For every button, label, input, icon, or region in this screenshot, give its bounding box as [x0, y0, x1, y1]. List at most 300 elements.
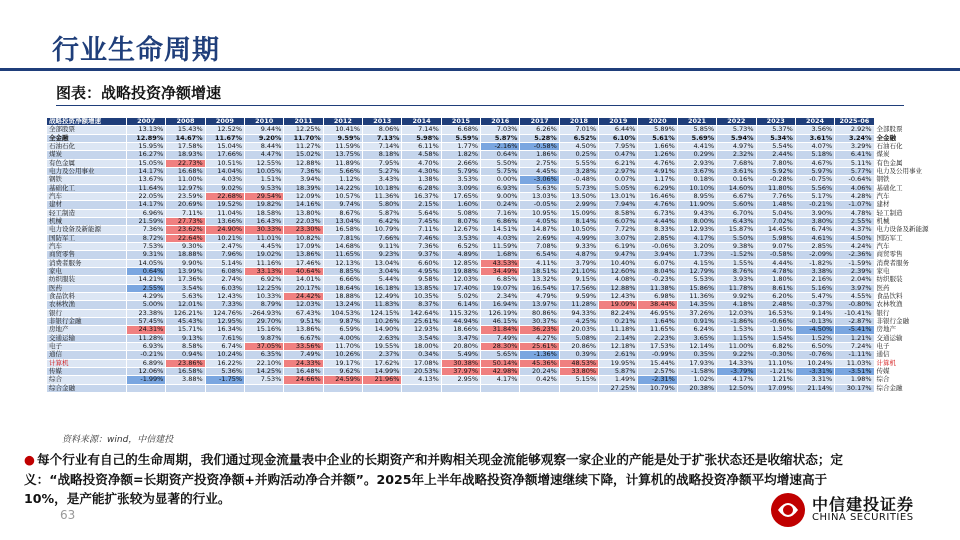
industry-name-cell-right: 银行 — [874, 309, 913, 317]
growth-value-cell: 5.11% — [835, 159, 874, 167]
growth-value-cell: -0.37% — [795, 301, 834, 309]
growth-value-cell: 17.58% — [166, 142, 205, 150]
growth-value-cell: 14.25% — [245, 367, 284, 375]
growth-value-cell: 45.43% — [166, 317, 205, 325]
growth-value-cell: 13.75% — [323, 151, 362, 159]
industry-name-cell-right: 电力及公用事业 — [874, 167, 913, 175]
growth-value-cell: 12.25% — [245, 284, 284, 292]
industry-name-cell: 国防军工 — [47, 234, 127, 242]
growth-value-cell: 0.64% — [127, 267, 166, 275]
growth-value-cell: 6.52% — [559, 134, 598, 142]
growth-value-cell: 5.08% — [559, 334, 598, 342]
growth-value-cell: 6.14% — [441, 301, 480, 309]
growth-value-cell: 5.92% — [756, 167, 795, 175]
growth-value-cell: 4.29% — [127, 292, 166, 300]
growth-value-cell: 7.81% — [323, 234, 362, 242]
growth-value-cell: 4.17% — [677, 234, 716, 242]
page-number: 63 — [60, 508, 76, 522]
growth-value-cell: 124.15% — [363, 309, 402, 317]
growth-value-cell: 7.53% — [127, 242, 166, 250]
growth-value-cell: 17.65% — [441, 192, 480, 200]
growth-value-cell: 14.87% — [520, 226, 559, 234]
growth-value-cell: 4.05% — [520, 217, 559, 225]
growth-value-cell: 11.64% — [127, 184, 166, 192]
growth-value-cell: 5.87% — [599, 367, 638, 375]
growth-value-cell: 12.88% — [284, 159, 323, 167]
growth-value-cell: 6.59% — [323, 326, 362, 334]
growth-value-cell: 15.09% — [559, 209, 598, 217]
growth-value-cell: 2.75% — [520, 159, 559, 167]
growth-value-cell: 3.61% — [795, 134, 834, 142]
growth-value-cell: 11.90% — [677, 201, 716, 209]
growth-value-cell: 0.29% — [677, 151, 716, 159]
growth-value-cell: 46.95% — [638, 309, 677, 317]
growth-value-cell: 6.60% — [402, 259, 441, 267]
growth-value-cell: 3.56% — [795, 126, 834, 134]
industry-name-cell-right: 国防军工 — [874, 234, 913, 242]
growth-value-cell: 14.68% — [323, 242, 362, 250]
growth-value-cell: 14.51% — [481, 226, 520, 234]
growth-value-cell: 22.64% — [166, 234, 205, 242]
growth-value-cell: 7.95% — [363, 159, 402, 167]
growth-value-cell: 4.87% — [559, 251, 598, 259]
logo-mark-icon — [768, 490, 808, 530]
growth-value-cell: 33.13% — [245, 267, 284, 275]
growth-value-cell: 7.61% — [205, 334, 244, 342]
growth-value-cell: 24.59% — [323, 376, 362, 384]
growth-value-cell: 2.15% — [402, 201, 441, 209]
growth-value-cell: 14.67% — [166, 134, 205, 142]
growth-value-cell: 9.31% — [127, 251, 166, 259]
growth-value-cell: 20.80% — [441, 342, 480, 350]
industry-name-cell-right: 交通运输 — [874, 334, 913, 342]
industry-name-cell-right: 建材 — [874, 201, 913, 209]
growth-value-cell: 13.67% — [127, 176, 166, 184]
growth-value-cell: 12.13% — [323, 259, 362, 267]
growth-value-cell: 28.30% — [481, 342, 520, 350]
growth-value-cell: 2.14% — [599, 334, 638, 342]
growth-value-cell: 3.29% — [835, 142, 874, 150]
growth-value-cell: 22.05% — [127, 192, 166, 200]
growth-value-cell: 9.15% — [559, 276, 598, 284]
growth-value-cell: -1.07% — [835, 201, 874, 209]
growth-value-cell: 11.36% — [677, 292, 716, 300]
growth-value-cell — [363, 384, 402, 392]
growth-value-cell — [166, 384, 205, 392]
growth-value-cell: 1.48% — [756, 201, 795, 209]
growth-value-cell: 12.52% — [205, 126, 244, 134]
growth-value-cell: 20.03% — [559, 326, 598, 334]
growth-value-cell: 13.04% — [323, 217, 362, 225]
table-row — [47, 126, 914, 134]
growth-value-cell: 17.09% — [756, 384, 795, 392]
growth-value-cell: 12.89% — [127, 134, 166, 142]
growth-value-cell: 30.33% — [245, 226, 284, 234]
growth-value-cell: 9.00% — [481, 192, 520, 200]
growth-value-cell: 12.88% — [599, 284, 638, 292]
growth-value-cell: 14.90% — [363, 326, 402, 334]
growth-value-cell: 2.97% — [599, 167, 638, 175]
growth-value-cell: 25.61% — [520, 342, 559, 350]
growth-value-cell: 10.50% — [559, 226, 598, 234]
growth-value-cell — [323, 384, 362, 392]
growth-value-cell: 10.26% — [323, 351, 362, 359]
growth-value-cell: 3.80% — [795, 217, 834, 225]
growth-value-cell: -10.41% — [835, 309, 874, 317]
growth-value-cell: 3.65% — [677, 334, 716, 342]
growth-value-cell: 7.03% — [481, 126, 520, 134]
growth-value-cell — [205, 384, 244, 392]
growth-value-cell: 6.03% — [205, 284, 244, 292]
growth-value-cell: 8.06% — [363, 126, 402, 134]
growth-value-cell: 94.33% — [559, 309, 598, 317]
growth-value-cell: 17.36% — [166, 276, 205, 284]
growth-value-cell: 2.04% — [835, 276, 874, 284]
industry-name-cell: 商贸零售 — [47, 251, 127, 259]
growth-value-cell: 6.42% — [363, 217, 402, 225]
growth-value-cell: 9.11% — [363, 242, 402, 250]
growth-value-cell: 8.95% — [677, 192, 716, 200]
growth-value-cell: 12.50% — [717, 384, 756, 392]
growth-value-cell: 0.39% — [559, 351, 598, 359]
year-header: 2024 — [795, 118, 834, 126]
growth-value-cell: 10.18% — [363, 184, 402, 192]
growth-value-cell: 6.74% — [205, 342, 244, 350]
growth-value-cell: 11.70% — [284, 134, 323, 142]
growth-value-cell: 4.13% — [402, 376, 441, 384]
growth-value-cell: 9.59% — [559, 292, 598, 300]
growth-value-cell: 4.78% — [835, 209, 874, 217]
growth-value-cell: 19.82% — [245, 201, 284, 209]
growth-value-cell: -1.75% — [205, 376, 244, 384]
growth-value-cell: 19.52% — [205, 201, 244, 209]
growth-value-cell: 16.37% — [402, 192, 441, 200]
growth-value-cell: 18.00% — [402, 342, 441, 350]
logo-english-name: CHINA SECURITIES — [812, 512, 914, 523]
growth-value-cell: 46.15% — [481, 317, 520, 325]
table-body — [47, 125, 929, 393]
industry-name-cell: 钢铁 — [47, 176, 127, 184]
growth-value-cell: 5.64% — [402, 209, 441, 217]
growth-value-cell: 4.45% — [245, 242, 284, 250]
growth-value-cell: 9.13% — [166, 334, 205, 342]
growth-value-cell: 3.24% — [835, 134, 874, 142]
growth-value-cell: 1.54% — [756, 334, 795, 342]
growth-value-cell: 6.89% — [127, 359, 166, 367]
industry-name-cell: 家电 — [47, 267, 127, 275]
year-header: 2012 — [323, 118, 362, 126]
growth-value-cell: 5.55% — [559, 159, 598, 167]
growth-value-cell: 27.73% — [166, 217, 205, 225]
growth-value-cell: 6.66% — [323, 276, 362, 284]
growth-value-cell: -0.58% — [520, 142, 559, 150]
growth-value-cell: 15.05% — [127, 159, 166, 167]
growth-value-cell: 1.51% — [245, 176, 284, 184]
growth-value-cell: 4.45% — [520, 167, 559, 175]
industry-name-cell: 石油石化 — [47, 142, 127, 150]
growth-value-cell: 5.49% — [441, 351, 480, 359]
growth-value-cell: 17.56% — [559, 284, 598, 292]
industry-name-cell: 传媒 — [47, 367, 127, 375]
growth-value-cell: 4.24% — [835, 242, 874, 250]
industry-name-cell-right: 煤炭 — [874, 151, 913, 159]
growth-value-cell: 11.28% — [559, 301, 598, 309]
growth-value-cell: 2.39% — [835, 267, 874, 275]
growth-value-cell: 14.16% — [284, 201, 323, 209]
year-header: 2021 — [677, 118, 716, 126]
growth-value-cell: 5.89% — [638, 126, 677, 134]
growth-value-cell: 5.97% — [795, 167, 834, 175]
growth-value-cell: 5.05% — [599, 184, 638, 192]
growth-value-cell: 6.68% — [441, 126, 480, 134]
growth-value-cell: 0.94% — [166, 351, 205, 359]
growth-value-cell: 12.55% — [245, 159, 284, 167]
growth-value-cell: 10.24% — [795, 359, 834, 367]
subtitle-divider — [56, 105, 904, 106]
growth-value-cell: 14.21% — [127, 276, 166, 284]
industry-name-cell-right: 纺织服装 — [874, 276, 913, 284]
growth-value-cell: 11.59% — [323, 142, 362, 150]
growth-value-cell: 6.98% — [638, 292, 677, 300]
growth-value-cell: 16.58% — [323, 226, 362, 234]
growth-value-cell: 12.43% — [205, 292, 244, 300]
growth-value-cell: 6.93% — [481, 184, 520, 192]
growth-value-cell: 13.01% — [599, 192, 638, 200]
industry-name-cell-right: 有色金属 — [874, 159, 913, 167]
growth-value-cell: 6.86% — [481, 217, 520, 225]
growth-value-cell: 4.50% — [559, 142, 598, 150]
growth-value-cell: 9.51% — [284, 317, 323, 325]
growth-value-cell: -2.31% — [638, 376, 677, 384]
growth-value-cell: 10.10% — [677, 184, 716, 192]
growth-value-cell: 19.55% — [363, 342, 402, 350]
industry-name-cell: 非银行金融 — [47, 317, 127, 325]
growth-value-cell: 7.96% — [205, 251, 244, 259]
growth-value-cell: 8.61% — [756, 284, 795, 292]
growth-value-cell — [520, 384, 559, 392]
growth-value-cell: 8.67% — [323, 209, 362, 217]
growth-value-cell: 9.37% — [402, 251, 441, 259]
growth-value-cell: 36.23% — [520, 326, 559, 334]
growth-value-cell: 3.38% — [795, 267, 834, 275]
growth-value-cell: -1.58% — [677, 367, 716, 375]
growth-value-cell: 17.53% — [638, 342, 677, 350]
growth-value-cell: 6.41% — [835, 151, 874, 159]
industry-name-cell: 纺织服装 — [47, 276, 127, 284]
growth-value-cell: 17.62% — [363, 359, 402, 367]
growth-value-cell: 5.00% — [127, 301, 166, 309]
growth-value-cell: 11.80% — [756, 184, 795, 192]
growth-value-cell: 2.63% — [363, 334, 402, 342]
growth-value-cell: 6.20% — [756, 292, 795, 300]
growth-value-cell: 10.41% — [323, 126, 362, 134]
growth-value-cell: -264.93% — [245, 309, 284, 317]
growth-value-cell: 6.73% — [638, 209, 677, 217]
industry-name-cell: 交通运输 — [47, 334, 127, 342]
growth-value-cell: 20.17% — [284, 284, 323, 292]
growth-value-cell: 6.43% — [717, 217, 756, 225]
industry-name-cell-right: 汽车 — [874, 242, 913, 250]
growth-value-cell: 45.36% — [520, 359, 559, 367]
growth-value-cell: 37.05% — [245, 342, 284, 350]
growth-value-cell: 7.36% — [127, 226, 166, 234]
growth-value-cell: 0.47% — [599, 151, 638, 159]
industry-name-cell-right: 机械 — [874, 217, 913, 225]
growth-value-cell: 12.25% — [284, 126, 323, 134]
growth-value-cell: 1.80% — [756, 276, 795, 284]
growth-value-cell: 3.97% — [835, 284, 874, 292]
growth-value-cell: 14.99% — [363, 367, 402, 375]
growth-value-cell: 22.73% — [166, 159, 205, 167]
growth-value-cell: 126.21% — [166, 309, 205, 317]
growth-value-cell: 9.38% — [717, 242, 756, 250]
growth-value-cell: 12.06% — [127, 367, 166, 375]
growth-value-cell: 5.27% — [363, 167, 402, 175]
growth-value-cell: -3.79% — [717, 367, 756, 375]
growth-value-cell: 4.07% — [795, 142, 834, 150]
growth-value-cell: 5.34% — [756, 134, 795, 142]
growth-value-cell: 1.68% — [481, 251, 520, 259]
year-header: 2016 — [481, 118, 520, 126]
growth-value-cell: 2.48% — [756, 301, 795, 309]
growth-value-cell: 44.94% — [441, 317, 480, 325]
growth-value-cell: 4.03% — [481, 234, 520, 242]
growth-value-cell: 0.34% — [402, 351, 441, 359]
source-note: 资料来源：wind，中信建投 — [62, 435, 174, 445]
growth-value-cell: 7.16% — [481, 209, 520, 217]
growth-value-cell: 19.88% — [441, 267, 480, 275]
growth-value-cell: 5.56% — [795, 184, 834, 192]
industry-name-cell: 电子 — [47, 342, 127, 350]
growth-value-cell: 7.45% — [402, 217, 441, 225]
growth-value-cell: 1.86% — [520, 151, 559, 159]
growth-value-cell: 1.82% — [441, 151, 480, 159]
growth-value-cell: 8.85% — [323, 267, 362, 275]
growth-value-cell: 13.80% — [284, 209, 323, 217]
growth-value-cell: -0.75% — [795, 176, 834, 184]
growth-value-cell: 6.21% — [599, 159, 638, 167]
table-row — [47, 201, 914, 209]
growth-value-cell: 24.31% — [127, 326, 166, 334]
growth-value-cell: 43.53% — [481, 259, 520, 267]
growth-value-cell: 14.17% — [127, 167, 166, 175]
industry-name-cell-right: 石油石化 — [874, 142, 913, 150]
growth-value-cell: 15.86% — [677, 284, 716, 292]
growth-value-cell: 33.56% — [284, 342, 323, 350]
growth-value-cell: 4.47% — [245, 151, 284, 159]
growth-value-cell: 7.49% — [481, 334, 520, 342]
growth-value-cell: 8.79% — [245, 301, 284, 309]
growth-value-cell: 20.86% — [559, 342, 598, 350]
growth-value-cell: -0.66% — [756, 317, 795, 325]
growth-value-cell: 8.18% — [363, 151, 402, 159]
growth-value-cell: 18.93% — [166, 151, 205, 159]
growth-value-cell: 0.25% — [559, 151, 598, 159]
growth-value-cell: 5.73% — [717, 126, 756, 134]
growth-value-cell: 8.76% — [717, 267, 756, 275]
growth-value-cell: 82.24% — [599, 309, 638, 317]
growth-value-cell: 1.30% — [756, 326, 795, 334]
growth-value-cell: 1.17% — [638, 176, 677, 184]
industry-name-cell-right: 房地产 — [874, 326, 913, 334]
growth-value-cell: 5.02% — [441, 292, 480, 300]
growth-value-cell: -1.59% — [835, 259, 874, 267]
growth-value-cell: -4.50% — [795, 326, 834, 334]
title-divider — [0, 68, 960, 71]
growth-value-cell: -1.82% — [795, 259, 834, 267]
growth-value-cell: 9.87% — [323, 317, 362, 325]
growth-value-cell: 10.24% — [205, 351, 244, 359]
growth-value-cell: 40.64% — [284, 267, 323, 275]
growth-value-cell: 5.08% — [441, 209, 480, 217]
growth-value-cell: -2.09% — [795, 251, 834, 259]
growth-value-cell: 5.18% — [795, 151, 834, 159]
growth-value-cell: 8.04% — [638, 267, 677, 275]
growth-value-cell: 1.26% — [638, 151, 677, 159]
growth-value-cell: 4.76% — [638, 159, 677, 167]
growth-value-cell: -0.28% — [756, 176, 795, 184]
growth-value-cell: 15.71% — [166, 326, 205, 334]
industry-name-cell: 农林牧渔 — [47, 301, 127, 309]
growth-value-cell: 5.37% — [756, 126, 795, 134]
growth-value-cell: 29.70% — [245, 317, 284, 325]
chart-subtitle: 图表：战略投资净额增速 — [56, 84, 222, 102]
growth-value-cell: 48.53% — [559, 359, 598, 367]
growth-value-cell: 24.90% — [205, 226, 244, 234]
growth-value-cell: 6.67% — [717, 192, 756, 200]
growth-value-cell: 30.17% — [835, 384, 874, 392]
growth-value-cell: 14.01% — [284, 276, 323, 284]
growth-value-cell: 7.76% — [756, 192, 795, 200]
industry-name-cell-right: 电子 — [874, 342, 913, 350]
growth-value-cell: 7.02% — [756, 217, 795, 225]
growth-value-cell: 2.92% — [835, 126, 874, 134]
growth-value-cell: 7.36% — [284, 167, 323, 175]
growth-value-cell: 3.47% — [441, 334, 480, 342]
growth-value-cell: 17.08% — [402, 359, 441, 367]
growth-value-cell: 15.02% — [284, 151, 323, 159]
industry-name-cell: 全金融 — [47, 134, 127, 142]
growth-value-cell: 4.00% — [323, 334, 362, 342]
growth-value-cell: 4.55% — [835, 292, 874, 300]
growth-value-cell — [402, 384, 441, 392]
growth-value-cell: 67.43% — [284, 309, 323, 317]
table-row — [47, 351, 914, 359]
growth-value-cell: 1.52% — [795, 334, 834, 342]
growth-value-cell: 13.32% — [520, 276, 559, 284]
growth-value-cell: 8.58% — [599, 209, 638, 217]
growth-value-cell: 6.85% — [481, 276, 520, 284]
growth-value-cell — [245, 384, 284, 392]
growth-value-cell: 2.66% — [441, 159, 480, 167]
table-row — [47, 176, 914, 184]
growth-value-cell: 8.44% — [245, 142, 284, 150]
growth-value-cell: 11.67% — [205, 134, 244, 142]
growth-value-cell: 13.97% — [520, 301, 559, 309]
growth-value-cell: 6.10% — [599, 134, 638, 142]
growth-value-cell: 13.86% — [284, 326, 323, 334]
growth-value-cell: 126.19% — [481, 309, 520, 317]
year-header: 2010 — [245, 118, 284, 126]
table-row — [47, 151, 914, 159]
industry-name-cell: 房地产 — [47, 326, 127, 334]
growth-value-cell: 2.93% — [677, 159, 716, 167]
growth-value-cell: 9.59% — [323, 134, 362, 142]
growth-value-cell: 7.36% — [402, 242, 441, 250]
summary-text: 每个行业有自己的生命周期，我们通过现金流量表中企业的长期资产和并购相关现金流能够观察一家企业的产能是处于扩张状态还是收缩状态；定义：“战略投资净额=长期资产投资净额+并购活动净合并额”。2025年上半年战略投资净额增速继续下降，计算机的战略投资净额平均增速高于10%，是产能扩张较为显著的行业。 — [24, 452, 843, 506]
industry-name-cell: 煤炭 — [47, 151, 127, 159]
growth-value-cell: 5.28% — [520, 134, 559, 142]
